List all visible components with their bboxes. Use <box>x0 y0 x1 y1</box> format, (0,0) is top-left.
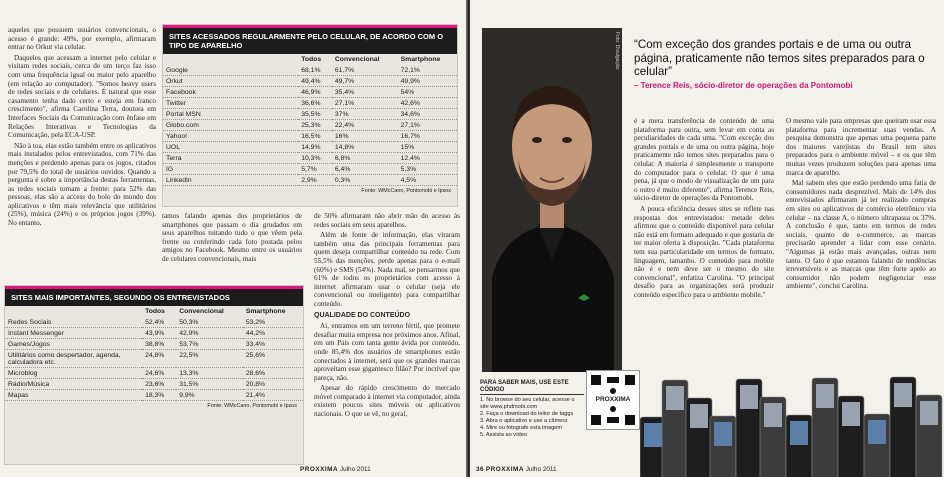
phone-shape <box>864 414 890 477</box>
value-cell: 43,9% <box>142 328 176 339</box>
row-label-cell: Games/Jogos <box>5 339 142 350</box>
section-heading: QUALIDADE DO CONTEÚDO <box>314 311 411 319</box>
data-table <box>163 54 457 186</box>
table-header-row <box>163 54 457 65</box>
value-cell: 53,2% <box>243 317 303 328</box>
value-cell: 72,1% <box>398 65 457 76</box>
paragraph: Não à toa, elas estão também entre os aplicativos mais instalados pelos entrevistados, com 71% das menções e perdendo apenas para os jogos, citados por 79,5% do total de usuários ouvidos. Quando a pergunta é sobre a importância destas ferramentas, as redes sociais tomam a frente: para 52% das pessoas, elas são a access do bolo do mundo dos aplicativos e têm mais relevância que utilitários (25%), música (24%) e os próprios jogos (39%). No entanto, <box>8 141 156 228</box>
table-sites-by-device <box>162 24 458 207</box>
paragraph: aqueles que possuem usuários convencionais, o acesso é grande: 49%, por exemplo, afirmaram entrar no Orkut via celular. <box>8 26 156 52</box>
value-cell: 4,5% <box>398 175 457 186</box>
row-label-cell: Google <box>163 65 298 76</box>
phone-shape <box>760 397 786 477</box>
page-number: 36 <box>476 466 485 473</box>
table-row <box>163 87 457 98</box>
table-row <box>5 328 303 339</box>
footer-brand: PROXXIMA <box>485 466 524 473</box>
column-header <box>5 306 142 317</box>
left-column-3 <box>314 212 460 421</box>
row-label-cell: Twitter <box>163 98 298 109</box>
table-row <box>163 153 457 164</box>
value-cell: 27,1% <box>332 98 398 109</box>
footer-date: Julho 2011 <box>525 466 557 473</box>
value-cell: 6,8% <box>332 153 398 164</box>
value-cell: 50,3% <box>176 317 243 328</box>
value-cell: 23,6% <box>142 379 176 390</box>
footer-brand: PROXXIMA <box>300 466 339 473</box>
value-cell: 18,3% <box>142 390 176 401</box>
left-column-1 <box>8 26 156 230</box>
value-cell: 16,7% <box>398 131 457 142</box>
table-row <box>5 317 303 328</box>
table-row <box>5 339 303 350</box>
value-cell: 16% <box>332 131 398 142</box>
value-cell: 2,9% <box>298 175 332 186</box>
value-cell: 36,6% <box>298 98 332 109</box>
phone-shape <box>890 377 916 477</box>
more-info-box <box>480 380 584 439</box>
value-cell: 38,8% <box>142 339 176 350</box>
table-row <box>163 65 457 76</box>
table-row <box>5 390 303 401</box>
value-cell: 5,7% <box>298 164 332 175</box>
row-label-cell: UOL <box>163 142 298 153</box>
table-important-sites <box>4 285 304 465</box>
row-label-cell: Orkut <box>163 76 298 87</box>
paragraph: O mesmo vale para empresas que queiram usar essa plataforma para incrementar suas vendas. A pesquisa demonstra que apenas uma pequena parte dos maiores varejistas do Brasil tem sites preparados para o ambiente móvel – e os que têm muitas vezes produzem soluções para apenas uma marca de aparelho. <box>786 117 936 177</box>
table-row <box>163 142 457 153</box>
step: 2. Faça o download do leitor de taggs <box>480 411 574 417</box>
value-cell: 24,8% <box>142 350 176 368</box>
column-header: Convencional <box>179 308 224 315</box>
value-cell: 14,8% <box>332 142 398 153</box>
table-row <box>5 350 303 368</box>
value-cell: 61,7% <box>332 65 398 76</box>
value-cell: 6,4% <box>332 164 398 175</box>
row-label-cell: Facebook <box>163 87 298 98</box>
pull-quote <box>634 38 934 92</box>
value-cell: 49,7% <box>332 76 398 87</box>
row-label-cell: Mapas <box>5 390 142 401</box>
value-cell: 42,6% <box>398 98 457 109</box>
column-header: Todos <box>145 308 165 315</box>
row-label-cell: Portal MSN <box>163 109 298 120</box>
right-page <box>470 0 944 477</box>
value-cell: 53,7% <box>176 339 243 350</box>
value-cell: 22,5% <box>176 350 243 368</box>
row-label-cell: Microblog <box>5 368 142 379</box>
paragraph: Daqueles que acessam a internet pelo celular e visitam redes sociais, cerca de um terço faz isso com uma frequência igual ou maior pelo aparelho (em relação ao computador). "Somos heavy users de redes sociais e de celulares. É natural que esse casamento tenha dado certo e esteja em franco crescimento", afirma Carolina Terra, doutora em Interfaces Sociais da Comunicação com ênfase em Relações Interativas e Tecnologias da Comunicação, pela ECA-USP. <box>8 53 156 140</box>
column-header: Convencional <box>334 56 380 63</box>
row-label-cell: Yahoo! <box>163 131 298 142</box>
value-cell: 28,6% <box>243 368 303 379</box>
value-cell: 37% <box>332 109 398 120</box>
right-column-1 <box>634 117 774 301</box>
paragraph: Ai, entramos em um terreno fértil, que promete desafiar muita empresa nos próximos anos. Afinal, em um País com tanta gente ávida por conteúdo, onde 85,4% dos usuários de smartphones estão conectados à internet, será que os grandes marcas aproveitam esse gigantesco filão? Por incrível que pareça, não. <box>314 322 460 382</box>
value-cell: 0,3% <box>332 175 398 186</box>
phone-shape <box>736 379 762 477</box>
left-column-2 <box>162 212 302 266</box>
value-cell: 49,4% <box>298 76 332 87</box>
value-cell: 31,5% <box>176 379 243 390</box>
table-header-row <box>5 306 303 317</box>
table-title: SITES MAIS IMPORTANTES, SEGUNDO OS ENTREVISTADOS <box>5 286 303 306</box>
phone-shape <box>662 380 688 477</box>
table-row <box>163 98 457 109</box>
table-row <box>163 120 457 131</box>
table-row <box>163 175 457 186</box>
table-title: SITES ACESSADOS REGULARMENTE PELO CELULAR, DE ACORDO COM O TIPO DE APARELHO <box>163 25 457 54</box>
page-footer <box>476 466 557 473</box>
value-cell: 42,9% <box>176 328 243 339</box>
row-label-cell: Globo.com <box>163 120 298 131</box>
step: 5. Assista ao vídeo <box>480 432 527 438</box>
value-cell: 35,5% <box>298 109 332 120</box>
row-label-cell: Rádio/Música <box>5 379 142 390</box>
column-header: Todos <box>301 56 322 63</box>
paragraph: Mal sabem eles que estão perdendo uma fatia de consumidores nada desprezível. Mais de 14% dos entrevistados afirmaram já ter realizado compras em sites ou aplicativos de comércio eletrônico via celular – na classe A, o número ultrapassa os 37%. A conclusão é que, tanto em termos de redes sociais, quanto de e-commerce, as marcas precisarão aprender a lidar com esse cenário. "Algumas já estão mais avançadas, outras nem tanto. O fato é que estamos falando de tendências irreversíveis e as marcas que têm forte apelo ao consumidor não podem negligenciar esse ambiente", conclui Carolina. <box>786 179 936 291</box>
step: 1. No browse do seu celular, acesse o site www.phdmobi.com <box>480 397 575 410</box>
value-cell: 21,4% <box>243 390 303 401</box>
table-row <box>163 131 457 142</box>
value-cell: 12,4% <box>398 153 457 164</box>
portrait-photo <box>482 28 622 372</box>
phone-shape <box>686 398 712 477</box>
value-cell: 46,9% <box>298 87 332 98</box>
value-cell: 9,9% <box>176 390 243 401</box>
value-cell: 25,3% <box>298 120 332 131</box>
value-cell: 34,6% <box>398 109 457 120</box>
footer-date: Julho 2011 <box>339 466 371 473</box>
value-cell: 22,4% <box>332 120 398 131</box>
value-cell: 33,4% <box>243 339 303 350</box>
row-label-cell: Instant Messenger <box>5 328 142 339</box>
column-header <box>163 54 298 65</box>
more-info-title: PARA SABER MAIS, USE ESTE CÓDIGO <box>480 380 584 395</box>
row-label-cell: Terra <box>163 153 298 164</box>
paragraph: A pouca eficiência desses sites se reflete nas respostas dos entrevistados: metade deles afirmou que o conteúdo disponível para celular não está em formato adequado e que gostaria de ter maior oferta à disposição. "Cada plataforma tem sua particularidade em termos de formato, linguagem, tamanho. O conteúdo para mobile não é e nem deve ser o mesmo do site convencional", enfatiza Carolina. "O principal desafio para as organizações será produzir conteúdo específico para o ambiente mobile." <box>634 204 774 299</box>
value-cell: 5,3% <box>398 164 457 175</box>
value-cell: 13,3% <box>176 368 243 379</box>
value-cell: 68,1% <box>298 65 332 76</box>
page-footer <box>300 466 371 473</box>
right-column-2 <box>786 117 936 293</box>
table-row <box>5 368 303 379</box>
step: 4. Mire ou fotografe esta imagem <box>480 425 563 431</box>
phone-shape <box>786 415 812 477</box>
phone-shape <box>710 416 736 477</box>
qr-code[interactable] <box>586 370 640 430</box>
quote-attribution: – Terence Reis, sócio-diretor de operações da Pontomobi <box>634 80 853 90</box>
value-cell: 44,2% <box>243 328 303 339</box>
value-cell: 24,6% <box>142 368 176 379</box>
value-cell: 25,6% <box>243 350 303 368</box>
paragraph: tamos falando apenas dos proprietários de smartphones que passam o dia grudados em seus aparelhos tuitando tudo o que vêem pela frente ou conferindo cada foto postada pelos amigos no Facebook. Mesmo entre os usuários de celulares convencionais, mais <box>162 212 302 263</box>
paragraph: Além de fonte de informação, elas viraram também uma das principais ferramentas para quem deseja compartilhar conteúdo na rede. Com 55,5% das menções, perde apenas para o e-mail (60%) e SMS (54%). Nada mal, se pensarmos que 61% de todos os proprietários com acesso à internet afirmaram usar o celular (seja ele convencional ou inteligente) para compartilhar conteúdo. <box>314 231 460 308</box>
value-cell: 15% <box>398 142 457 153</box>
value-cell: 27,1% <box>398 120 457 131</box>
phone-shape <box>812 378 838 477</box>
paragraph: de 50% afirmaram não abrir mão do acesso às redes sociais em seus aparelhos. <box>314 212 460 229</box>
value-cell: 35,4% <box>332 87 398 98</box>
photo-credit: Foto: Divulgação <box>614 32 620 70</box>
table-row <box>163 76 457 87</box>
qr-label: PROXXIMA <box>595 396 631 403</box>
step: 3. Abra o aplicativo e use a câmera <box>480 418 568 424</box>
column-header: Smartphone <box>400 56 441 63</box>
row-label-cell: LinkedIn <box>163 175 298 186</box>
column-header: Smartphone <box>245 308 286 315</box>
quote-text: “Com exceção dos grandes portais e de uma ou outra página, praticamente não temos sites preparados para o celular” <box>634 38 925 79</box>
table-row <box>163 109 457 120</box>
table-row <box>163 164 457 175</box>
table-source: Fonte: WMcCann, Pontomobi e Ipsos <box>207 403 297 409</box>
row-label-cell: Utilitários como despertador, agenda, calculadora etc. <box>5 350 142 368</box>
table-source: Fonte: WMcCann, Pontomobi e Ipsos <box>361 188 451 194</box>
value-cell: 54% <box>398 87 457 98</box>
left-page <box>0 0 468 477</box>
row-label-cell: Redes Sociais <box>5 317 142 328</box>
phone-shape <box>838 396 864 477</box>
value-cell: 52,4% <box>142 317 176 328</box>
paragraph: Apesar do rápido crescimento do mercado móvel comparado à internet via computador, ainda existem poucos sites móveis ou aplicativos nacionais. O que se vê, no geral, <box>314 384 461 419</box>
value-cell: 10,3% <box>298 153 332 164</box>
value-cell: 20,8% <box>243 379 303 390</box>
phone-shape <box>916 395 942 477</box>
value-cell: 16,5% <box>298 131 332 142</box>
table-row <box>5 379 303 390</box>
row-label-cell: IG <box>163 164 298 175</box>
data-table <box>5 306 303 401</box>
portrait-illustration <box>482 28 622 372</box>
phones-illustration <box>640 350 944 477</box>
value-cell: 49,9% <box>398 76 457 87</box>
paragraph: é a mera transferência de conteúdo de uma plataforma para outra, sem levar em conta as peculiaridades de cada uma. "Com exceção dos grandes portais e de uma ou outra página, hoje praticamente não temos sites preparados para o celular. A maioria é simplesmente o transporte do computador para o celular. O que é uma pena, já que o modo de visualização de um para o outro é muito diferente", afirma Terence Reis, sócio-diretor de operações da Pontomobi. <box>634 117 774 203</box>
value-cell: 14,9% <box>298 142 332 153</box>
